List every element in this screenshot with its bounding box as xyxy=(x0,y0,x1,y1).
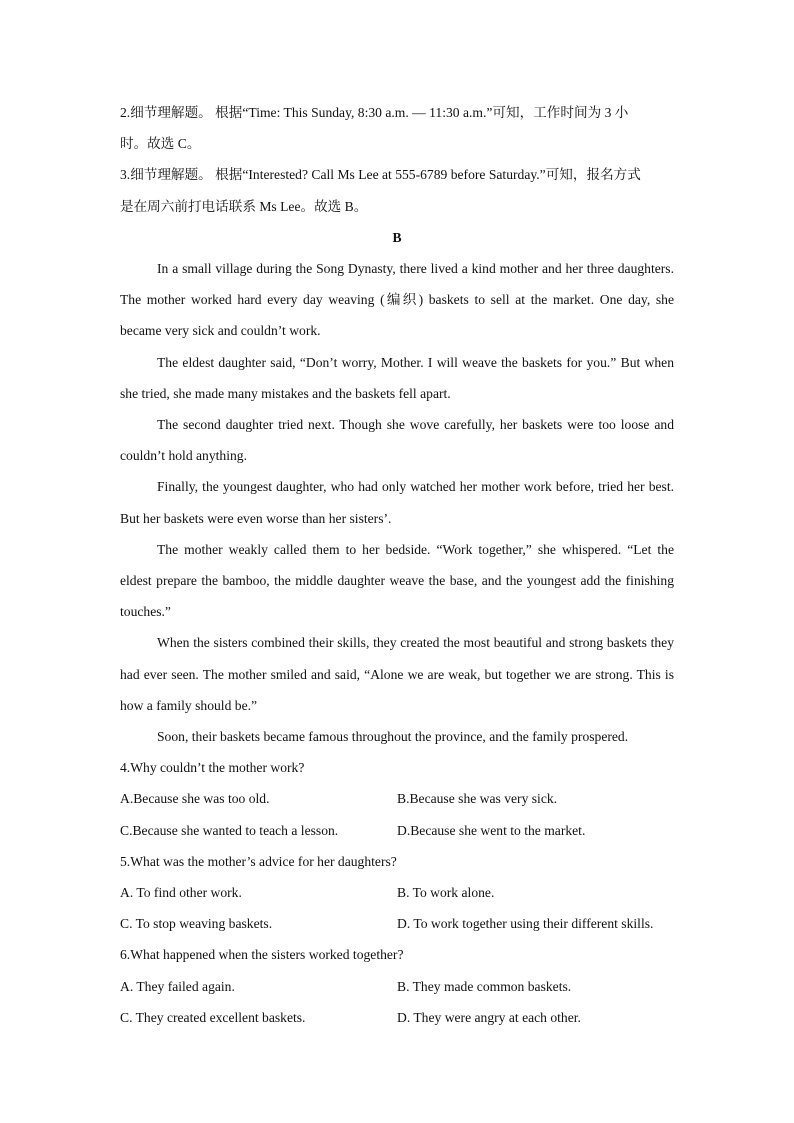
option-a: A. They failed again. xyxy=(120,978,235,994)
answer-explanation-2 xyxy=(120,97,674,159)
options-row xyxy=(120,783,674,814)
option-b: B.Because she was very sick. xyxy=(397,791,558,807)
passage-paragraph: The second daughter tried next. Though she wove carefully, her baskets were too loose and couldn’t hold anything. xyxy=(120,416,674,464)
question-5 xyxy=(120,846,674,940)
question-stem: 5.What was the mother’s advice for her daughters? xyxy=(120,853,397,869)
answer-line: 2.细节理解题。 根据“Time: This Sunday, 8:30 a.m. — 11:30 a.m.”可知，工作时间为 3 小 xyxy=(120,105,629,120)
options-row xyxy=(120,815,674,846)
question-stem: 6.What happened when the sisters worked together? xyxy=(120,947,404,963)
option-a: A.Because she was too old. xyxy=(120,791,270,807)
document-page xyxy=(120,97,674,1033)
option-c: C. They created excellent baskets. xyxy=(120,1009,306,1025)
question-stem: 4.Why couldn’t the mother work? xyxy=(120,760,305,776)
passage-paragraph: Soon, their baskets became famous throughout the province, and the family prospered. xyxy=(157,728,629,744)
option-b: B. To work alone. xyxy=(397,884,495,900)
option-b: B. They made common baskets. xyxy=(397,978,572,994)
passage-paragraph: Finally, the youngest daughter, who had only watched her mother work before, tried her best. But her baskets were even worse than her sisters’. xyxy=(120,479,674,526)
options-row xyxy=(120,908,674,939)
section-title: B xyxy=(392,229,402,245)
option-a: A. To find other work. xyxy=(120,884,242,900)
answer-line: 是在周六前打电话联系 Ms Lee。故选 B。 xyxy=(120,198,368,214)
option-d: D.Because she went to the market. xyxy=(397,822,586,838)
passage-paragraph: In a small village during the Song Dynasty, there lived a kind mother and her three daughters. The mother worked hard every day weaving (编织) baskets to sell at the market. One day, she became very sick and couldn’t work. xyxy=(120,260,674,339)
passage xyxy=(120,253,674,752)
answer-line: 时。故选 C。 xyxy=(120,136,201,152)
answer-line: 3.细节理解题。 根据“Interested? Call Ms Lee at 555-6789 before Saturday.”可知，报名方式 xyxy=(120,167,641,183)
option-d: D. They were angry at each other. xyxy=(397,1009,581,1025)
question-6 xyxy=(120,939,674,1033)
options-row xyxy=(120,971,674,1002)
passage-paragraph: The mother weakly called them to her bedside. “Work together,” she whispered. “Let the eldest prepare the bamboo, the middle daughter weave the base, and the youngest add the finishing touches.” xyxy=(120,541,674,620)
question-4 xyxy=(120,752,674,846)
option-c: C.Because she wanted to teach a lesson. xyxy=(120,822,339,838)
option-d: D. To work together using their different skills. xyxy=(397,916,654,932)
passage-paragraph: When the sisters combined their skills, they created the most beautiful and strong baskets they had ever seen. The mother smiled and said, “Alone we are weak, but together we are strong. This is how a family should be.” xyxy=(120,635,674,713)
passage-paragraph: The eldest daughter said, “Don’t worry, Mother. I will weave the baskets for you.” But when she tried, she made many mistakes and the baskets fell apart. xyxy=(120,354,674,401)
answer-explanation-3 xyxy=(120,159,674,221)
option-c: C. To stop weaving baskets. xyxy=(120,916,273,932)
options-row xyxy=(120,877,674,908)
options-row xyxy=(120,1002,674,1033)
